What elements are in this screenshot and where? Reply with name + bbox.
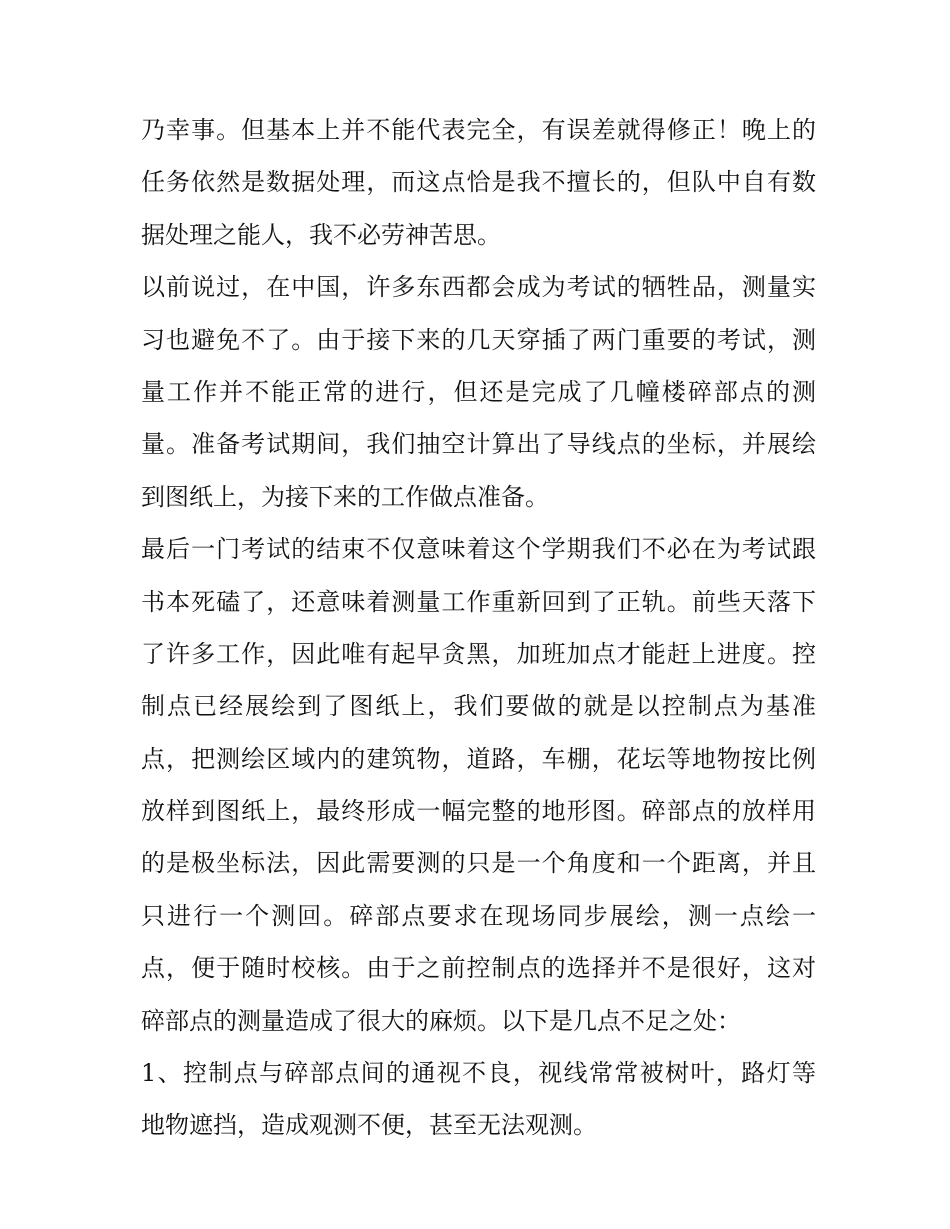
- text-line: 地物遮挡，造成观测不便，甚至无法观测。: [141, 1111, 597, 1140]
- body-text: [141, 108, 816, 1156]
- text-line: 据处理之能人，我不必劳神苦思。: [141, 220, 501, 249]
- text-line: 量工作并不能正常的进行，但还是完成了几幢楼碎部点的测: [141, 377, 816, 406]
- text-line: 放样到图纸上，最终形成一幅完整的地形图。碎部点的放样用: [141, 797, 816, 826]
- text-line: 书本死磕了，还意味着测量工作重新回到了正轨。前些天落下: [141, 587, 816, 616]
- text-line: 点，便于随时校核。由于之前控制点的选择并不是很好，这对: [141, 954, 816, 983]
- text-line: 只进行一个测回。碎部点要求在现场同步展绘，测一点绘一: [141, 901, 816, 930]
- text-line: 碎部点的测量造成了很大的麻烦。以下是几点不足之处：: [141, 1006, 741, 1035]
- text-line: 到图纸上，为接下来的工作做点准备。: [141, 482, 549, 511]
- text-line: 制点已经展绘到了图纸上，我们要做的就是以控制点为基准: [141, 692, 816, 721]
- text-line: 的是极坐标法，因此需要测的只是一个角度和一个距离，并且: [141, 849, 816, 878]
- text-line: 以前说过，在中国，许多东西都会成为考试的牺牲品，测量实: [141, 273, 816, 302]
- text-line: 习也避免不了。由于接下来的几天穿插了两门重要的考试，测: [141, 325, 816, 354]
- text-line: 1、控制点与碎部点间的通视不良，视线常常被树叶，路灯等: [141, 1059, 816, 1088]
- text-line: 最后一门考试的结束不仅意味着这个学期我们不必在为考试跟: [141, 535, 816, 564]
- text-line: 乃幸事。但基本上并不能代表完全，有误差就得修正！晚上的: [141, 116, 816, 144]
- text-line: 量。准备考试期间，我们抽空计算出了导线点的坐标，并展绘: [141, 430, 816, 459]
- text-line: 了许多工作，因此唯有起早贪黑，加班加点才能赶上进度。控: [141, 639, 816, 668]
- text-line: 点，把测绘区域内的建筑物，道路，车棚，花坛等地物按比例: [141, 744, 816, 773]
- text-line: 任务依然是数据处理，而这点恰是我不擅长的，但队中自有数: [141, 168, 816, 197]
